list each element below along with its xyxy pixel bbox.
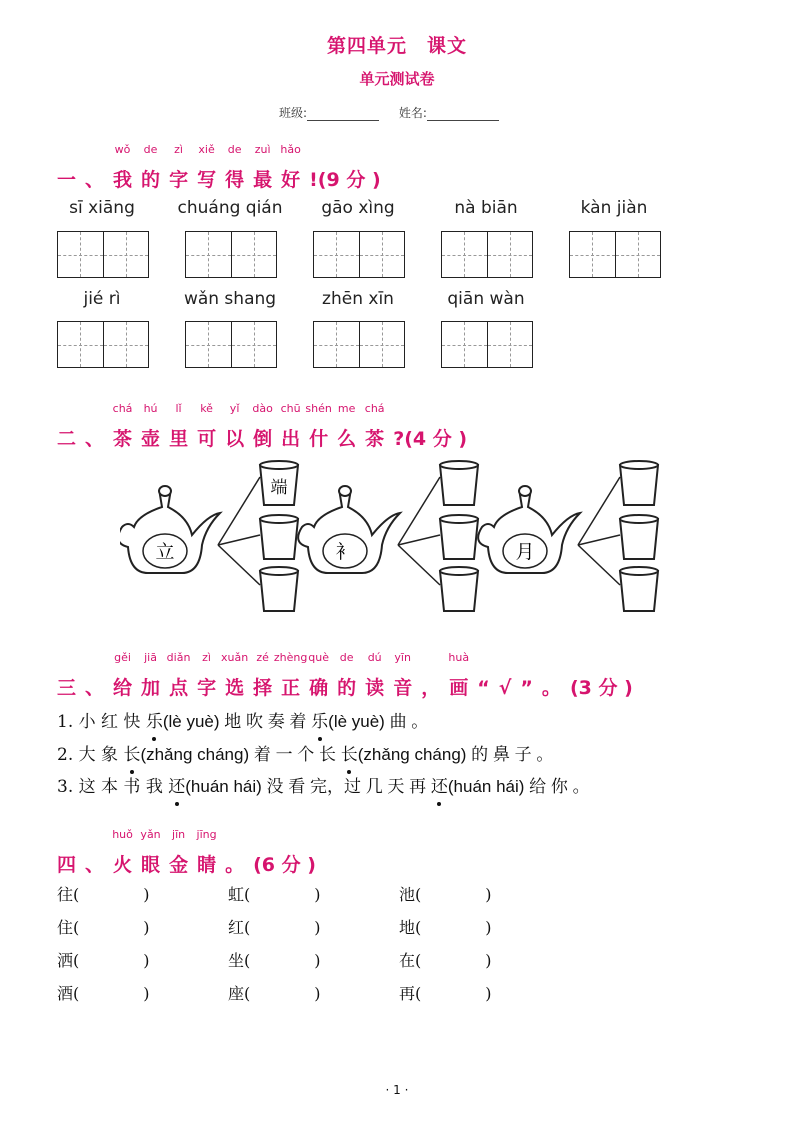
heading-char-with-pinyin (273, 651, 308, 700)
target-char: 往 (57, 885, 74, 904)
question-line-2: 2. 大 象 长(zhǎng cháng) 着 一 个 长 长(zhǎng cháng) 的 鼻 子 。 (57, 745, 554, 765)
heading-char: 。 (541, 677, 561, 699)
word-blank-item (399, 981, 492, 1004)
target-char: 洒 (57, 951, 74, 970)
heading-char-with-pinyin (112, 828, 133, 877)
heading-char-with-pinyin (141, 402, 161, 451)
writing-cell[interactable] (58, 322, 104, 367)
heading-char: 。 (225, 854, 245, 876)
target-char: 在 (399, 951, 416, 970)
dotted-char: 长 (123, 745, 141, 765)
pinyin: kě (200, 402, 213, 415)
writing-grid[interactable] (441, 321, 533, 368)
heading-char: 三 (57, 677, 77, 699)
heading-char: 可 (197, 428, 217, 450)
section1-heading (57, 143, 381, 192)
writing-cell[interactable] (232, 322, 277, 367)
heading-char: 正 (281, 677, 301, 699)
heading-char: 四 (57, 854, 77, 876)
heading-char: “ (477, 677, 490, 699)
cup-icon[interactable] (440, 519, 478, 559)
teapot-group (120, 461, 298, 611)
pinyin: xuǎn (220, 651, 249, 664)
target-char: 再 (399, 984, 416, 1003)
heading-char-with-pinyin (225, 143, 245, 192)
heading-char: 给 (113, 677, 133, 699)
word-blank-item (228, 882, 321, 905)
pinyin: de (227, 143, 242, 156)
writing-cell[interactable] (186, 322, 232, 367)
heading-char: 壶 (141, 428, 161, 450)
word-blank-item (399, 915, 492, 938)
teapot-figure (120, 455, 680, 615)
section2-heading (57, 402, 468, 451)
heading-char: 火 (113, 854, 133, 876)
pinyin: hǎo (280, 143, 301, 156)
target-char: 酒 (57, 984, 74, 1003)
pinyin: dú (367, 651, 382, 664)
heading-char-with-pinyin (113, 651, 133, 700)
paren-open: ( (73, 885, 80, 904)
target-char: 池 (399, 885, 416, 904)
paren-open: ( (415, 951, 422, 970)
cup-icon[interactable] (440, 571, 478, 611)
writing-cell[interactable] (314, 322, 360, 367)
heading-char: 加 (141, 677, 161, 699)
heading-char-with-pinyin (280, 402, 301, 451)
pinyin: jiā (144, 651, 157, 664)
word-blank-item (57, 882, 150, 905)
pinyin: zì (202, 651, 211, 664)
heading-char-with-pinyin (141, 143, 161, 192)
paren-open: ( (244, 918, 251, 937)
paren-close: ) (143, 918, 150, 937)
heading-char-with-pinyin (280, 143, 301, 192)
score-note: (6 分 ) (253, 854, 316, 876)
heading-char: ， (421, 677, 441, 699)
teapot-group (298, 461, 478, 611)
writing-cell[interactable] (616, 232, 661, 277)
cup-answer: 端 (270, 478, 288, 498)
target-char: 座 (228, 984, 245, 1003)
word-blank-item (228, 948, 321, 971)
heading-char: 得 (225, 169, 245, 191)
heading-char-with-pinyin (252, 402, 273, 451)
question-line-3: 3. 这 本 书 我 还(huán hái) 没 看 完，过 几 天 再 还(huán hái) 给 你 。 (57, 777, 590, 797)
heading-char-with-pinyin (169, 402, 189, 451)
pinyin: zuì (254, 143, 271, 156)
pinyin: hú (143, 402, 158, 415)
heading-char-with-pinyin (253, 143, 273, 192)
heading-char-with-pinyin (305, 402, 332, 451)
pinyin: lǐ (175, 402, 182, 415)
page-number: · 1 · (385, 1083, 409, 1097)
word-blank-item (57, 948, 150, 971)
heading-char: 写 (197, 169, 217, 191)
heading-char-with-pinyin (141, 651, 161, 700)
paren-close: ) (314, 951, 321, 970)
section4-heading (57, 828, 316, 877)
pinyin-word: kàn jiàn (580, 198, 648, 218)
writing-cell[interactable] (232, 232, 277, 277)
heading-char: 读 (365, 677, 385, 699)
cup-icon[interactable] (620, 465, 658, 505)
class-label: 班级: (279, 106, 308, 120)
dotted-char: 长 (340, 745, 358, 765)
writing-cell[interactable] (58, 232, 104, 277)
writing-cell[interactable] (104, 322, 149, 367)
writing-grid[interactable] (185, 231, 277, 278)
heading-char: 什 (309, 428, 329, 450)
pinyin: huǒ (112, 828, 133, 841)
heading-char: 茶 (365, 428, 385, 450)
paren-open: ( (73, 951, 80, 970)
heading-char: 睛 (197, 854, 217, 876)
heading-char: ” (520, 677, 533, 699)
word-blank-item (57, 915, 150, 938)
writing-cell[interactable] (360, 232, 405, 277)
heading-char: 、 (85, 854, 105, 876)
teapot-radical: 立 (155, 541, 175, 563)
writing-grid[interactable] (57, 231, 149, 278)
pinyin-word: chuáng qián (177, 198, 283, 218)
teapot-radical: 月 (515, 541, 535, 563)
paren-close: ) (143, 951, 150, 970)
heading-char: 选 (225, 677, 245, 699)
teapot-lid-icon (339, 486, 351, 496)
pinyin: xiě (198, 143, 215, 156)
heading-char: 点 (169, 677, 189, 699)
paren-open: ( (244, 984, 251, 1003)
dotted-char: 乐 (145, 712, 163, 732)
writing-grid[interactable] (441, 231, 533, 278)
paren-open: ( (73, 984, 80, 1003)
heading-char-with-pinyin (253, 651, 273, 700)
heading-char-with-pinyin (166, 651, 191, 700)
heading-char: 出 (281, 428, 301, 450)
pinyin: diǎn (166, 651, 191, 664)
paren-close: ) (485, 885, 492, 904)
heading-char: 二 (57, 428, 77, 450)
pinyin: me (337, 402, 356, 415)
cup-icon[interactable] (260, 571, 298, 611)
pinyin: zì (174, 143, 183, 156)
pinyin: què (308, 651, 330, 664)
heading-char: 的 (141, 169, 161, 191)
pinyin: de (339, 651, 354, 664)
heading-char-with-pinyin (225, 402, 245, 451)
pinyin-word: zhēn xīn (322, 289, 394, 309)
writing-grid[interactable] (569, 231, 661, 278)
teapot-radical: 衤 (335, 541, 355, 563)
pinyin: huà (448, 651, 470, 664)
page-subtitle: 单元测试卷 (359, 70, 435, 88)
paren-open: ( (415, 918, 422, 937)
target-char: 红 (228, 918, 245, 937)
heading-char: 择 (253, 677, 273, 699)
cup-icon[interactable] (620, 571, 658, 611)
heading-char: 里 (169, 428, 189, 450)
pinyin: dào (252, 402, 273, 415)
heading-char-with-pinyin (169, 828, 189, 877)
heading-char: 、 (85, 428, 105, 450)
writing-cell[interactable] (442, 232, 488, 277)
paren-open: ( (415, 885, 422, 904)
heading-char-with-pinyin (197, 143, 217, 192)
paren-open: ( (73, 918, 80, 937)
word-blank-item (399, 948, 492, 971)
name-label: 姓名: (398, 106, 427, 120)
writing-grid[interactable] (57, 321, 149, 368)
heading-char: 最 (253, 169, 273, 191)
target-char: 坐 (228, 951, 245, 970)
writing-cell[interactable] (314, 232, 360, 277)
pinyin-word: jié rì (83, 289, 121, 309)
heading-char-with-pinyin (337, 402, 357, 451)
paren-close: ) (485, 984, 492, 1003)
paren-close: ) (485, 951, 492, 970)
heading-char: 以 (225, 428, 245, 450)
teapot-group (478, 461, 658, 611)
heading-char: 金 (169, 854, 189, 876)
paren-close: ) (314, 918, 321, 937)
pinyin: zhèng (273, 651, 308, 664)
teapot-lid-icon (159, 486, 171, 496)
heading-char: 倒 (253, 428, 273, 450)
pinyin: jīn (172, 828, 186, 841)
writing-cell[interactable] (488, 232, 533, 277)
pinyin: yǐ (229, 402, 240, 415)
heading-char: 确 (309, 677, 329, 699)
heading-char-with-pinyin (448, 651, 470, 700)
pinyin: yǎn (140, 828, 161, 841)
writing-cell[interactable] (360, 322, 405, 367)
heading-char-with-pinyin (112, 402, 133, 451)
student-info (0, 104, 794, 121)
writing-cell[interactable] (442, 322, 488, 367)
heading-char-with-pinyin (169, 143, 189, 192)
heading-char-with-pinyin (220, 651, 249, 700)
word-blank-item (228, 915, 321, 938)
dotted-char: 还 (168, 777, 186, 797)
heading-char-with-pinyin (197, 402, 217, 451)
word-blank-item (399, 882, 492, 905)
question-line-1: 1. 小 红 快 乐(lè yuè) 地 吹 奏 着 乐(lè yuè) 曲 。 (57, 712, 429, 732)
heading-char: 、 (85, 169, 105, 191)
paren-close: ) (485, 918, 492, 937)
writing-cell[interactable] (570, 232, 616, 277)
cup-icon[interactable] (620, 519, 658, 559)
word-blank-item (57, 981, 150, 1004)
pinyin: de (143, 143, 158, 156)
paren-open: ( (244, 885, 251, 904)
word-blank-item (228, 981, 321, 1004)
heading-char: 画 (449, 677, 469, 699)
paren-close: ) (314, 984, 321, 1003)
paren-close: ) (143, 984, 150, 1003)
pinyin-word: qiān wàn (447, 289, 525, 309)
writing-grid[interactable] (185, 321, 277, 368)
teapot-lid-icon (519, 486, 531, 496)
pinyin: wǒ (114, 143, 131, 156)
pinyin-word: sī xiāng (69, 198, 135, 218)
heading-char: 的 (337, 677, 357, 699)
class-field[interactable] (307, 108, 379, 121)
writing-grid[interactable] (313, 321, 405, 368)
pinyin: jīng (196, 828, 217, 841)
heading-char: 音 (393, 677, 413, 699)
score-note: (3 分 ) (569, 677, 633, 699)
heading-char-with-pinyin (140, 828, 161, 877)
heading-char-with-pinyin (197, 651, 217, 700)
target-char: 地 (399, 918, 416, 937)
pinyin: zé (256, 651, 269, 664)
heading-char-with-pinyin (393, 651, 413, 700)
dotted-char: 还 (430, 777, 448, 797)
dotted-char: 乐 (311, 712, 329, 732)
writing-cell[interactable] (186, 232, 232, 277)
pinyin: chū (280, 402, 301, 415)
heading-char-with-pinyin (196, 828, 217, 877)
cup-icon[interactable] (260, 519, 298, 559)
page-title: 第四单元 课文 (326, 35, 467, 57)
heading-char: 茶 (113, 428, 133, 450)
writing-cell[interactable] (488, 322, 533, 367)
heading-char-with-pinyin (365, 651, 385, 700)
pinyin-word: gāo xìng (321, 198, 395, 218)
paren-open: ( (415, 984, 422, 1003)
target-char: 虹 (228, 885, 245, 904)
heading-char: 么 (337, 428, 357, 450)
heading-char-with-pinyin (308, 651, 330, 700)
heading-char: √ (498, 677, 512, 699)
writing-cell[interactable] (104, 232, 149, 277)
paren-close: ) (314, 885, 321, 904)
target-char: 住 (57, 918, 74, 937)
pinyin: chá (112, 402, 133, 415)
heading-char-with-pinyin (113, 143, 133, 192)
heading-char-with-pinyin (364, 402, 385, 451)
cup-icon[interactable] (440, 465, 478, 505)
heading-char: 字 (169, 169, 189, 191)
paren-open: ( (244, 951, 251, 970)
pinyin: yīn (394, 651, 411, 664)
heading-char: 、 (85, 677, 105, 699)
heading-char: 好 (281, 169, 301, 191)
heading-char: 我 (113, 169, 133, 191)
paren-close: ) (143, 885, 150, 904)
heading-char: 眼 (141, 854, 161, 876)
heading-char-with-pinyin (337, 651, 357, 700)
section3-heading (57, 651, 633, 700)
score-note: !(9 分 ) (309, 169, 381, 191)
pinyin: gěi (114, 651, 131, 664)
heading-char: 字 (197, 677, 217, 699)
heading-char: 一 (57, 169, 77, 191)
name-field[interactable] (427, 108, 499, 121)
pinyin: chá (364, 402, 385, 415)
score-note: ?(4 分 ) (393, 428, 468, 450)
pinyin: shén (305, 402, 332, 415)
writing-grid[interactable] (313, 231, 405, 278)
pinyin-word: nà biān (454, 198, 518, 218)
pinyin-word: wǎn shang (183, 289, 277, 309)
